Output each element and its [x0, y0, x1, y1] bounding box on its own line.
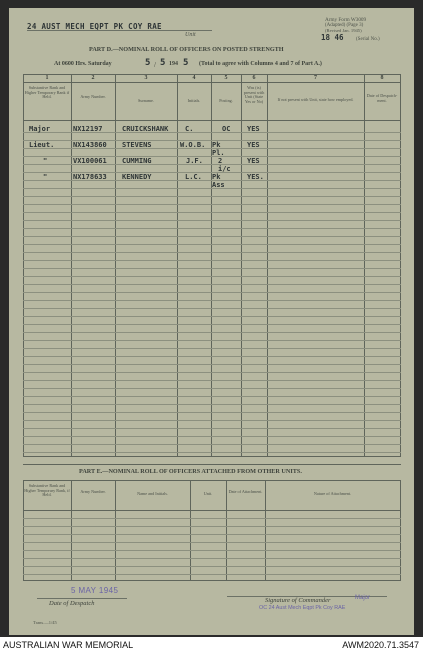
ruled-line [23, 542, 401, 543]
cell-present: YES [247, 141, 260, 149]
date-month: 5 [160, 58, 166, 68]
part-d-title: PART D.—NOMINAL ROLL OF OFFICERS ON POSTED STRENGTH [89, 46, 284, 53]
cell-rank: Major [29, 125, 51, 133]
ruled-line [23, 340, 401, 341]
cell-initials: J.F. [186, 157, 203, 165]
signature-unit-stamp: OC 24 Aust Mech Eqpt Pk Coy RAE [259, 605, 346, 611]
cell-present: YES [247, 125, 260, 133]
col-header-despatch: Date of Despatch-ment. [366, 93, 398, 103]
unit-label: Unit [185, 32, 196, 38]
part-e-bottom-border [23, 580, 401, 581]
col-header-surname: Surname. [138, 98, 154, 103]
cell-army-number: NX12197 [73, 125, 103, 133]
ruled-line [23, 372, 401, 373]
cell-initials: L.C. [185, 173, 202, 181]
ruled-line [23, 244, 401, 245]
ruled-line [23, 420, 401, 421]
ruled-line [23, 444, 401, 445]
ruled-line [23, 260, 401, 261]
cell-surname: CUMMING [122, 157, 152, 165]
ruled-line [23, 380, 401, 381]
e-col-header-rank: Substantive Rank and Higher Temporary Rank, if Held. [24, 483, 70, 498]
ruled-line [23, 404, 401, 405]
ruled-line [23, 550, 401, 551]
ruled-line [23, 292, 401, 293]
cell-posting: Pk Pl. [212, 141, 225, 157]
ruled-line [23, 356, 401, 357]
ruled-line [23, 558, 401, 559]
col-header-rank: Substantive Rank and Higher Temporary Rank if Held. [24, 85, 70, 100]
col-number-2: 2 [91, 75, 95, 81]
date-year-suffix: 5 [183, 58, 189, 68]
ruled-line [23, 332, 401, 333]
cell-army-number: NX178633 [73, 173, 107, 181]
ruled-line [23, 228, 401, 229]
caption-accession-number: AWM2020.71.3547 [342, 640, 419, 650]
col-number-6: 6 [252, 75, 256, 81]
col-number-4: 4 [192, 75, 196, 81]
col-header-employed: If not present with Unit, state how employed. [277, 97, 354, 102]
ruled-line [23, 276, 401, 277]
ruled-line [23, 574, 401, 575]
form-adapted: (Adapted) (Page 3) [325, 23, 364, 28]
ruled-line [23, 428, 401, 429]
col-header-initials: Initials. [187, 98, 201, 103]
ruled-line [23, 452, 401, 453]
cell-rank: " [43, 173, 48, 181]
document-page [9, 8, 414, 635]
ruled-line [23, 316, 401, 317]
archive-caption-bar [0, 637, 423, 653]
cell-posting: 2 i/c [218, 157, 231, 173]
header-bottom-border [23, 120, 401, 121]
col-number-7: 7 [314, 75, 317, 81]
despatch-line [37, 598, 127, 599]
e-col-border-1 [71, 480, 72, 580]
e-col-header-unit: Unit. [203, 491, 213, 496]
ruled-line [23, 412, 401, 413]
ruled-line [23, 324, 401, 325]
cell-rank: Lieut. [29, 141, 55, 149]
ruled-line [23, 220, 401, 221]
serial-label: (Serial No.) [356, 37, 380, 42]
at-hrs-label: At 0600 Hrs. Saturday [54, 61, 112, 67]
total-note: (Total to agree with Columns 4 and 7 of Part A.) [199, 61, 322, 67]
ruled-line [23, 268, 401, 269]
ruled-line [23, 396, 401, 397]
col-number-1: 1 [45, 75, 49, 81]
print-code: Trans.—1/45 [33, 620, 57, 625]
cell-army-number: VX100061 [73, 157, 107, 165]
col-number-5: 5 [224, 75, 228, 81]
ruled-line [23, 518, 401, 519]
cell-surname: STEVENS [122, 141, 152, 149]
despatch-date-stamp: 5 MAY 1945 [71, 586, 119, 595]
e-col-header-name: Name and Initials. [137, 491, 168, 496]
ruled-line [23, 204, 401, 205]
col-header-posting: Posting. [219, 98, 233, 103]
cell-posting: Pk Ass [212, 173, 225, 189]
cell-present: YES. [247, 173, 264, 181]
form-name: Army Form W3009 [325, 17, 367, 23]
cell-rank: " [43, 157, 48, 165]
ruled-line [23, 212, 401, 213]
ruled-line [23, 236, 401, 237]
ruled-line [23, 526, 401, 527]
table-bottom-border [23, 456, 401, 457]
e-col-header-army-number: Army Number. [80, 489, 106, 494]
despatch-label: Date of Despatch [49, 600, 95, 607]
e-col-header-nature: Nature of Attachment. [313, 491, 352, 496]
unit-name: 24 AUST MECH EQPT PK COY RAE [27, 22, 162, 31]
col-header-army-number: Army Number. [80, 94, 106, 99]
signature-label: Signature of Commander [265, 597, 331, 604]
e-col-header-date: Date of Attachment. [228, 489, 263, 494]
unit-underline [27, 30, 212, 31]
cell-initials: W.O.B. [180, 141, 206, 149]
signature-rank-stamp: Major [355, 595, 371, 601]
cell-present: YES [247, 157, 260, 165]
ruled-line [23, 364, 401, 365]
col-header-present: Was (is) present with Unit (State Yes or No) [243, 85, 265, 104]
ruled-line [23, 308, 401, 309]
date-slash-1: / [154, 61, 156, 69]
ruled-line [23, 388, 401, 389]
ruled-line [23, 196, 401, 197]
ruled-line [23, 284, 401, 285]
caption-institution: AUSTRALIAN WAR MEMORIAL [3, 640, 134, 650]
date-day: 5 [145, 58, 151, 68]
cell-initials: C. [185, 125, 194, 133]
serial-value: 18 46 [321, 33, 344, 42]
e-col-border-4 [226, 480, 227, 580]
e-col-border-right [400, 480, 401, 580]
col-number-3: 3 [144, 75, 148, 81]
date-year-prefix: 194 [169, 61, 178, 67]
ruled-line [23, 566, 401, 567]
ruled-line [23, 300, 401, 301]
cell-surname: CRUICKSHANK [122, 125, 169, 133]
part-e-title: PART E.—NOMINAL ROLL OF OFFICERS ATTACHED FROM OTHER UNITS. [79, 468, 302, 475]
cell-posting: OC [222, 125, 231, 133]
ruled-line [23, 534, 401, 535]
form-revised: (Revised Jan. 1945) [325, 28, 362, 33]
cell-surname: KENNEDY [122, 173, 152, 181]
part-e-top-border [23, 464, 401, 465]
part-e-header-top [23, 480, 401, 481]
ruled-line [23, 348, 401, 349]
ruled-line [23, 252, 401, 253]
col-number-8: 8 [380, 75, 384, 81]
part-e-header-bottom [23, 510, 401, 511]
ruled-line [23, 436, 401, 437]
cell-army-number: NX143860 [73, 141, 107, 149]
number-row-border [23, 82, 401, 83]
